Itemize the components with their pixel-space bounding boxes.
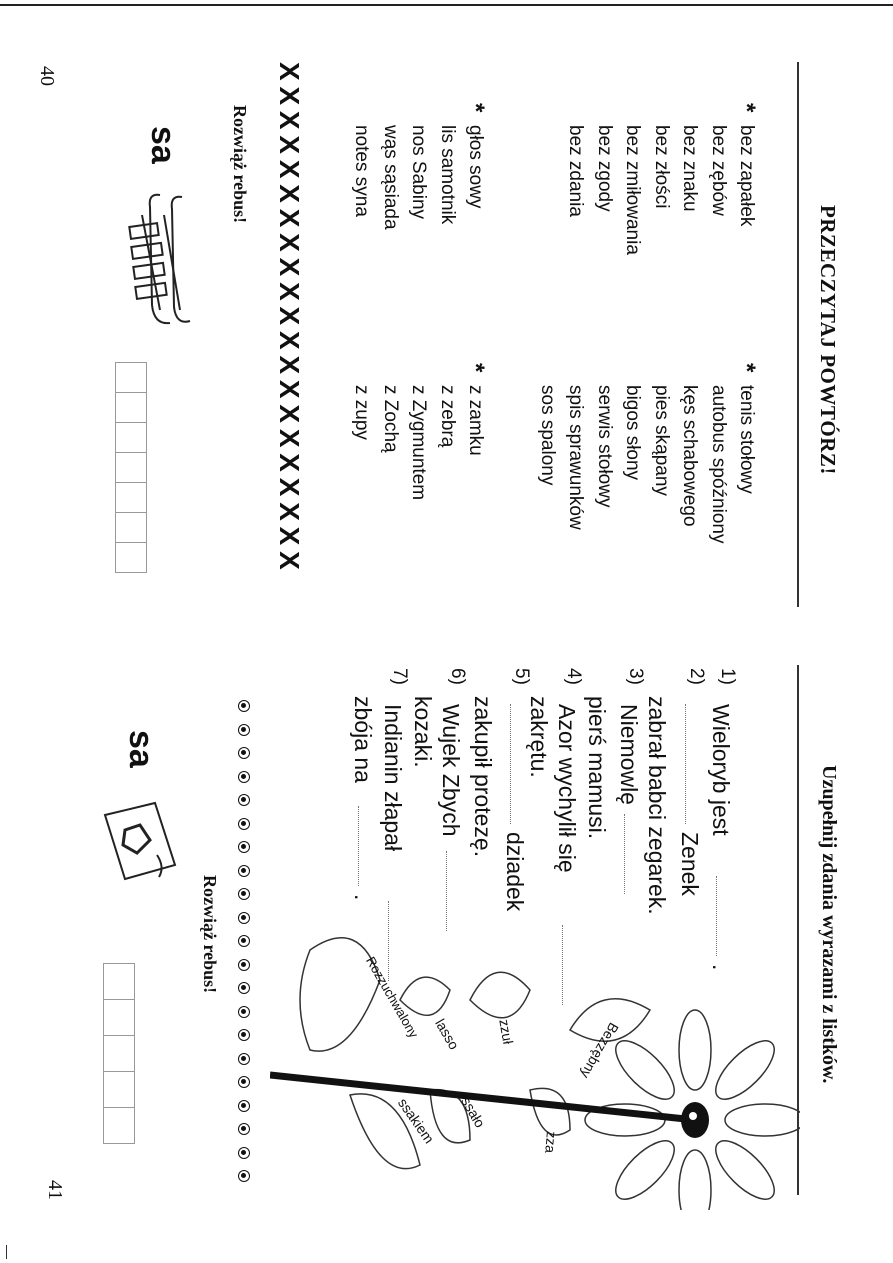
bullet: * [733, 363, 760, 373]
scan-mark-left [6, 1245, 7, 1259]
column-item: bez zmiłowania [622, 125, 643, 255]
page-number-right: 41 [44, 1180, 66, 1200]
rebus-box[interactable] [115, 452, 147, 483]
sentence-text: zakupił protezę. [470, 696, 496, 858]
rebus-box[interactable] [103, 1107, 135, 1144]
dot-bullet [238, 700, 250, 712]
dot-bullet [238, 1076, 250, 1088]
sentence-number: 2) [686, 668, 707, 685]
column-item: z zamku [465, 385, 486, 456]
blank-line[interactable] [685, 704, 687, 824]
column-item: bez zapałek [736, 125, 757, 227]
sentence-text-after: Zenek [677, 832, 703, 896]
rebus-box[interactable] [103, 999, 135, 1036]
dot-bullet [238, 841, 250, 853]
dot-bullet [238, 1123, 250, 1135]
column-item: z Zygmuntem [408, 385, 429, 501]
sentence-text: Wujek Zbych [438, 704, 464, 837]
top-border [0, 4, 893, 6]
sled-icon [120, 185, 200, 330]
leaf-word: ssało [458, 1094, 489, 1131]
column-item: głos sowy [465, 125, 486, 209]
column-item: kęs schabowego [679, 385, 700, 527]
flower-illustration [270, 920, 800, 1210]
dot-bullet [238, 888, 250, 900]
leaf-word: zzuł [496, 1018, 517, 1046]
dot-bullet [238, 1029, 250, 1041]
column-item: wąs sąsiada [379, 125, 401, 230]
column-item: notes syna [351, 125, 372, 217]
dot-bullet [238, 1170, 250, 1182]
sentence-number: 4) [563, 668, 584, 685]
column-item: bez zgody [593, 125, 615, 212]
sentence-text: Azor wychylił się [554, 704, 580, 873]
rebus-box[interactable] [115, 422, 147, 453]
sentence-text: kozaki. [410, 696, 436, 768]
column-item: autobus spóźniony [707, 385, 729, 544]
dot-bullet [238, 865, 250, 877]
sentence-number: 7) [389, 668, 410, 685]
leaf-word: Bezzębny [577, 1020, 622, 1082]
sentence-number: 6) [447, 668, 468, 685]
dot-bullet [238, 959, 250, 971]
dot-bullet [238, 935, 250, 947]
sentence-number: 5) [511, 668, 532, 685]
sentence-text-after: . [708, 963, 734, 971]
sentence-text: zakrętu. [526, 696, 552, 778]
rebus-box[interactable] [115, 362, 147, 393]
dot-bullet [238, 794, 250, 806]
column-item: z zupy [351, 385, 372, 440]
blank-line[interactable] [624, 814, 626, 894]
bullet: * [462, 363, 489, 373]
dot-bullet [238, 771, 250, 783]
column-item: bez zdania [565, 125, 586, 217]
right-title: Uzupełnij zdania wyrazami z listków. [818, 765, 840, 1084]
rebus-box[interactable] [115, 392, 147, 423]
left-title-rule [797, 62, 799, 607]
dot-bullet [238, 747, 250, 759]
column-item: bez znaku [679, 125, 700, 212]
dot-bullet [238, 1100, 250, 1112]
dot-bullet [238, 724, 250, 736]
column-item: tenis stołowy [736, 385, 757, 494]
column-item: bez złości [650, 125, 672, 209]
column-item: spis sprawunków [565, 385, 586, 530]
rebus-picture-icon [95, 795, 185, 885]
sentence-text: Indianin złapał [380, 704, 406, 852]
blank-line[interactable] [510, 704, 512, 824]
sentence-text: pierś mamusi. [584, 696, 610, 840]
sentence-text: zabrał babci zegarek. [644, 696, 670, 915]
leaf-word: zza [542, 1130, 560, 1154]
dot-bullet [238, 912, 250, 924]
bullet: * [733, 103, 760, 113]
sentence-text: Niemowlę [616, 704, 642, 805]
bullet: * [462, 103, 489, 113]
sentence-number: 3) [625, 668, 646, 685]
dot-bullet [238, 982, 250, 994]
dot-bullet [238, 1147, 250, 1159]
leaf-word: ssakiem [394, 1095, 438, 1147]
column-item: serwis stołowy [593, 385, 615, 508]
column-item: bez zębów [707, 125, 729, 216]
left-title: PRZECZYTAJ POWTÓRZ! [816, 205, 840, 475]
rebus-box[interactable] [115, 482, 147, 513]
column-item: z zebrą [436, 385, 458, 448]
left-rebus-syllable: sa [144, 126, 182, 164]
rebus-box[interactable] [115, 542, 147, 573]
left-rebus-label: Rozwiąż rebus! [230, 105, 250, 224]
rebus-box[interactable] [103, 1071, 135, 1108]
rebus-box[interactable] [103, 963, 135, 1000]
sentence-text: Wieloryb jest [708, 704, 734, 836]
right-rebus-syllable: sa [122, 730, 160, 768]
rebus-box[interactable] [115, 512, 147, 543]
rebus-box[interactable] [103, 1035, 135, 1072]
sentence-text: zbója na [350, 696, 376, 783]
dot-bullet [238, 1053, 250, 1065]
x-row: X X X X X X X X X X X X X X X X X X X X X [274, 62, 305, 569]
column-item: sos spalony [536, 385, 558, 486]
sentence-text-after: dziadek [502, 832, 528, 912]
dot-bullet [238, 1006, 250, 1018]
right-rebus-label: Rozwiąż rebus! [200, 875, 220, 994]
sentence-text-after: . [350, 894, 376, 901]
blank-line[interactable] [358, 806, 360, 886]
leaf-word: lasso [432, 1016, 463, 1053]
column-item: nos Sabiny [408, 125, 429, 220]
sentence-number: 1) [717, 668, 738, 685]
dot-bullet [238, 818, 250, 830]
column-item: z Zochą [379, 385, 401, 453]
column-item: bigos słony [622, 385, 643, 481]
column-item: lis samotnik [436, 125, 458, 225]
column-item: pies skąpany [650, 385, 672, 496]
leaf-word: Rozzuchwalony [363, 954, 422, 1041]
page-number-left: 40 [36, 66, 58, 86]
